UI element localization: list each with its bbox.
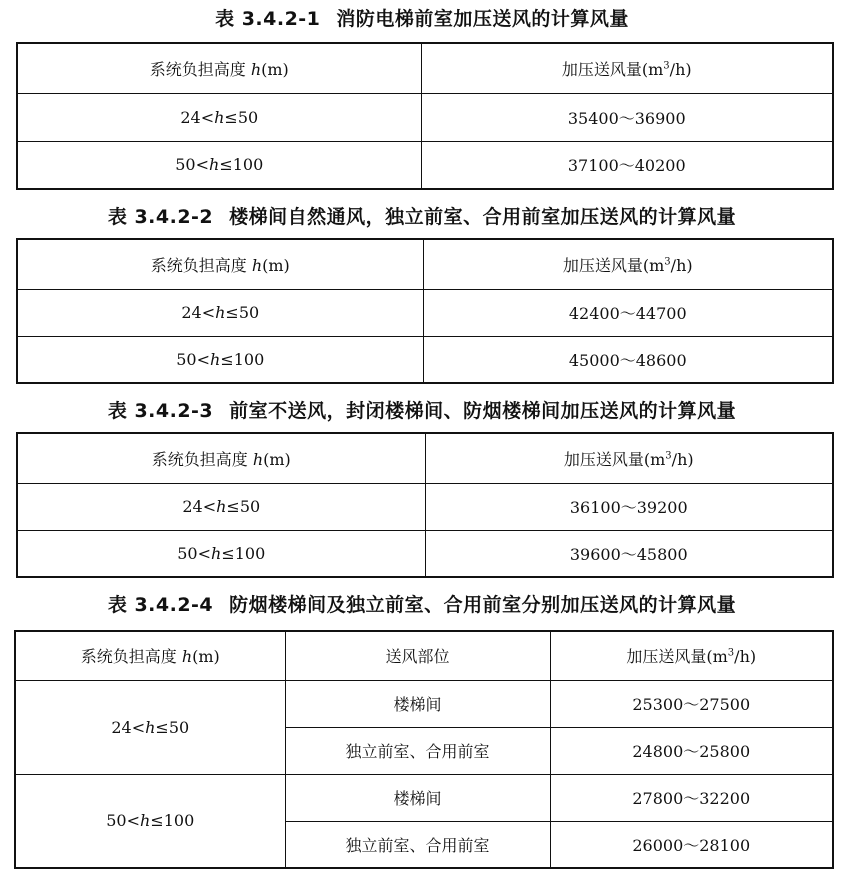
table-4-number: 表 3.4.2-4 [107, 594, 214, 616]
table-1-caption [0, 4, 844, 31]
table-row [17, 433, 833, 483]
table-3 [16, 432, 834, 578]
table-2 [16, 238, 834, 384]
header-cell-height: 系统负担高度 h(m) [17, 43, 421, 93]
cell-height: 50<h≤100 [17, 141, 421, 189]
cell-height: 24<h≤50 [17, 483, 425, 530]
table-4-caption [0, 590, 844, 617]
cell-height: 50<h≤100 [17, 530, 425, 577]
cell-height: 24<h≤50 [17, 289, 423, 336]
table-4 [14, 630, 834, 869]
table-1 [16, 42, 834, 190]
table-row [17, 530, 833, 577]
header-cell-airflow: 加压送风量$(m^3/h)$ [423, 239, 833, 289]
cell-airflow: 27800～32200 [550, 774, 833, 821]
table-1-number: 表 3.4.2-1 [215, 8, 321, 30]
cell-airflow: 35400～36900 [421, 93, 833, 141]
table-1-title: 消防电梯前室加压送风的计算风量 [336, 8, 629, 30]
table-row [15, 680, 833, 727]
table-2-title: 楼梯间自然通风，独立前室、合用前室加压送风的计算风量 [229, 206, 737, 228]
cell-height-group: 24<h≤50 [15, 680, 285, 774]
cell-airflow: 45000～48600 [423, 336, 833, 383]
table-row [17, 289, 833, 336]
table-row [17, 43, 833, 93]
table-row [15, 631, 833, 680]
table-2-caption [0, 202, 844, 229]
header-cell-height: 系统负担高度 h(m) [17, 433, 425, 483]
table-row [17, 239, 833, 289]
cell-height: 24<h≤50 [17, 93, 421, 141]
cell-location: 楼梯间 [285, 680, 550, 727]
table-row [17, 336, 833, 383]
cell-height: 50<h≤100 [17, 336, 423, 383]
cell-height-group: 50<h≤100 [15, 774, 285, 868]
table-3-caption [0, 396, 844, 423]
table-row [17, 93, 833, 141]
cell-location: 独立前室、合用前室 [285, 727, 550, 774]
cell-airflow: 42400～44700 [423, 289, 833, 336]
cell-airflow: 37100～40200 [421, 141, 833, 189]
cell-airflow: 26000～28100 [550, 821, 833, 868]
cell-location: 独立前室、合用前室 [285, 821, 550, 868]
cell-airflow: 39600～45800 [425, 530, 833, 577]
table-4-title: 防烟楼梯间及独立前室、合用前室分别加压送风的计算风量 [229, 594, 737, 616]
cell-location: 楼梯间 [285, 774, 550, 821]
cell-airflow: 25300～27500 [550, 680, 833, 727]
header-cell-airflow: 加压送风量$(m^3/h)$ [425, 433, 833, 483]
table-3-title: 前室不送风，封闭楼梯间、防烟楼梯间加压送风的计算风量 [229, 400, 737, 422]
cell-airflow: 36100～39200 [425, 483, 833, 530]
header-cell-airflow: 加压送风量$(m^3/h)$ [550, 631, 833, 680]
cell-airflow: 24800～25800 [550, 727, 833, 774]
table-3-number: 表 3.4.2-3 [107, 400, 214, 422]
header-cell-height: 系统负担高度 h(m) [17, 239, 423, 289]
header-cell-location: 送风部位 [285, 631, 550, 680]
header-cell-airflow: 加压送风量$(m^3/h)$ [421, 43, 833, 93]
header-cell-height: 系统负担高度 h(m) [15, 631, 285, 680]
table-row [15, 774, 833, 821]
table-row [17, 483, 833, 530]
table-row [17, 141, 833, 189]
table-2-number: 表 3.4.2-2 [107, 206, 214, 228]
